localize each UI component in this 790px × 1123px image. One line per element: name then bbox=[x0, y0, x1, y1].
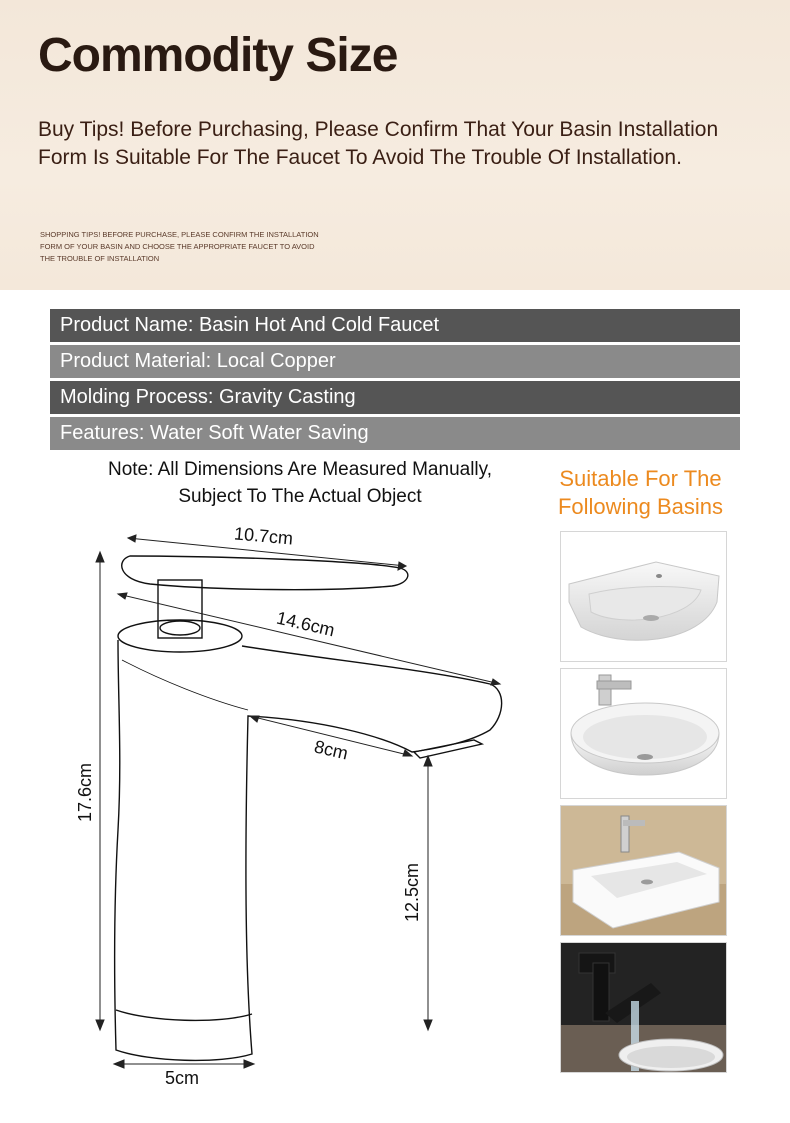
basin-image-rectangular-vessel bbox=[560, 805, 727, 936]
faucet-top bbox=[118, 620, 242, 652]
spec-product-material: Product Material: Local Copper bbox=[50, 345, 740, 378]
dim-spout-reach: 8cm bbox=[312, 736, 350, 764]
faucet-body bbox=[115, 640, 502, 1060]
dim-base-width: 5cm bbox=[165, 1068, 200, 1088]
dim-spout-height: 12.5cm bbox=[402, 862, 423, 923]
note-line-2: Subject To The Actual Object bbox=[178, 486, 422, 507]
measurement-note bbox=[50, 456, 550, 510]
suitable-line-2: Following Basins bbox=[557, 494, 724, 519]
buy-tips: Buy Tips! Before Purchasing, Please Confirm That Your Basin Installation Form Is Suitable For The Faucet To Avoid The Trouble Of Installation. bbox=[38, 118, 719, 169]
dim-spout-length: 14.6cm bbox=[274, 607, 337, 641]
shopping-tips-small: SHOPPING TIPS! BEFORE PURCHASE, PLEASE CONFIRM THE INSTALLATION FORM OF YOUR BASIN AND CHOOSE THE APPROPRIATE FAUCET TO AVOID THE TROUBLE OF INSTALLATION bbox=[40, 230, 319, 263]
spec-features: Features: Water Soft Water Saving bbox=[50, 417, 740, 450]
dim-total-height: 17.6cm bbox=[75, 762, 96, 823]
header-banner bbox=[0, 0, 790, 290]
note-line-1: Note: All Dimensions Are Measured Manually, bbox=[107, 459, 493, 480]
basin-image-wall-mounted bbox=[560, 531, 727, 662]
spec-molding-process: Molding Process: Gravity Casting bbox=[50, 381, 740, 414]
spec-product-name: Product Name: Basin Hot And Cold Faucet bbox=[50, 309, 740, 342]
suitable-basins-heading bbox=[548, 465, 733, 521]
faucet-handle bbox=[122, 556, 408, 590]
basin-image-undermount bbox=[560, 942, 727, 1073]
spec-table bbox=[50, 309, 740, 453]
basin-image-round-vessel bbox=[560, 668, 727, 799]
dim-handle-length: 10.7cm bbox=[233, 523, 294, 549]
page-title: Commodity Size bbox=[38, 29, 398, 82]
suitable-line-1: Suitable For The bbox=[559, 466, 722, 491]
